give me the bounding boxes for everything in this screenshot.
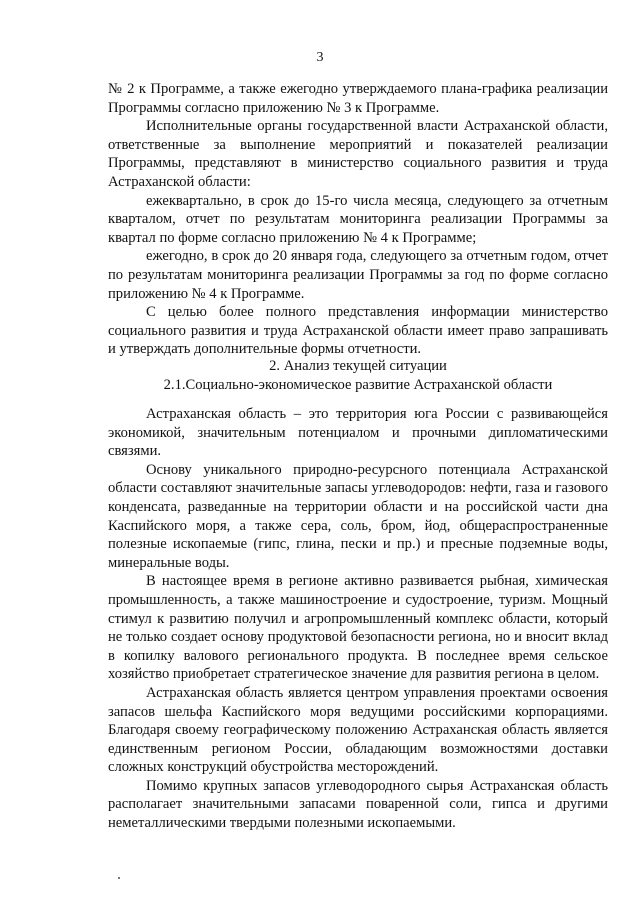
page-number: 3 (316, 50, 324, 65)
paragraph: Основу уникального природно-ресурсного потенциала Астраханской области составляют значительные запасы углеводородов: нефти, газа и газового конденсата, разведанные на территории области и на российской части дна Каспийского моря, а также сера, соль, бром, йод, общераспространенные полезные ископаемые (гипс, глина, пески и пр.) и пресные подземные воды, минеральные воды. (108, 461, 608, 571)
paragraph: Исполнительные органы государственной власти Астраханской области, ответственные за выполнение мероприятий и показателей реализации Программы, представляют в министерство социального развития и труда Астраханской области: (108, 118, 608, 190)
paragraph: С целью более полного представления информации министерство социального развития и труда Астраханской области имеет право запрашивать и утверждать дополнительные формы отчетности. (108, 304, 608, 358)
paragraph: В настоящее время в регионе активно развивается рыбная, химическая промышленность, а также машиностроение и судостроение, туризм. Мощный стимул к развитию получил и агропромышленный комплекс области, который не только создает основу продуктовой безопасности региона, но и вносит вклад в копилку валового регионального продукта. В последнее время сельское хозяйство приобретает стратегическое значение для развития региона в целом. (108, 573, 608, 683)
reporting-section (108, 80, 608, 359)
analysis-section (108, 405, 608, 833)
paragraph: Астраханская область является центром управления проектами освоения запасов шельфа Каспийского моря ведущими российскими корпорациями. Благодаря своему географическому положению Астраханская область является единственным регионом России, обладающим возможностями доставки сложных конструкций обустройства месторождений. (108, 684, 608, 776)
paragraph: Астраханская область – это территория юга России с развивающейся экономикой, значительным потенциалом и прочными дипломатическими связями. (108, 406, 608, 460)
section-subtitle: 2.1.Социально-экономическое развитие Астраханской области (163, 376, 553, 393)
paragraph: ежеквартально, в срок до 15-го числа месяца, следующего за отчетным кварталом, отчет по результатам мониторинга реализации Программы за квартал по форме согласно приложению № 4 к Программе; (108, 192, 608, 246)
paragraph: ежегодно, в срок до 20 января года, следующего за отчетным годом, отчет по результатам мониторинга реализации Программы за год по форме согласно приложению № 4 к Программе. (108, 248, 608, 302)
section-title: 2. Анализ текущей ситуации (269, 358, 447, 374)
paragraph: № 2 к Программе, а также ежегодно утверждаемого плана-графика реализации Программы согласно приложению № 3 к Программе. (108, 81, 608, 116)
paragraph: Помимо крупных запасов углеводородного сырья Астраханская область располагает значительными запасами поваренной соли, гипса и другими неметаллическими твердыми полезными ископаемыми. (108, 777, 608, 832)
scan-speck (118, 877, 120, 879)
section-heading (108, 357, 608, 394)
